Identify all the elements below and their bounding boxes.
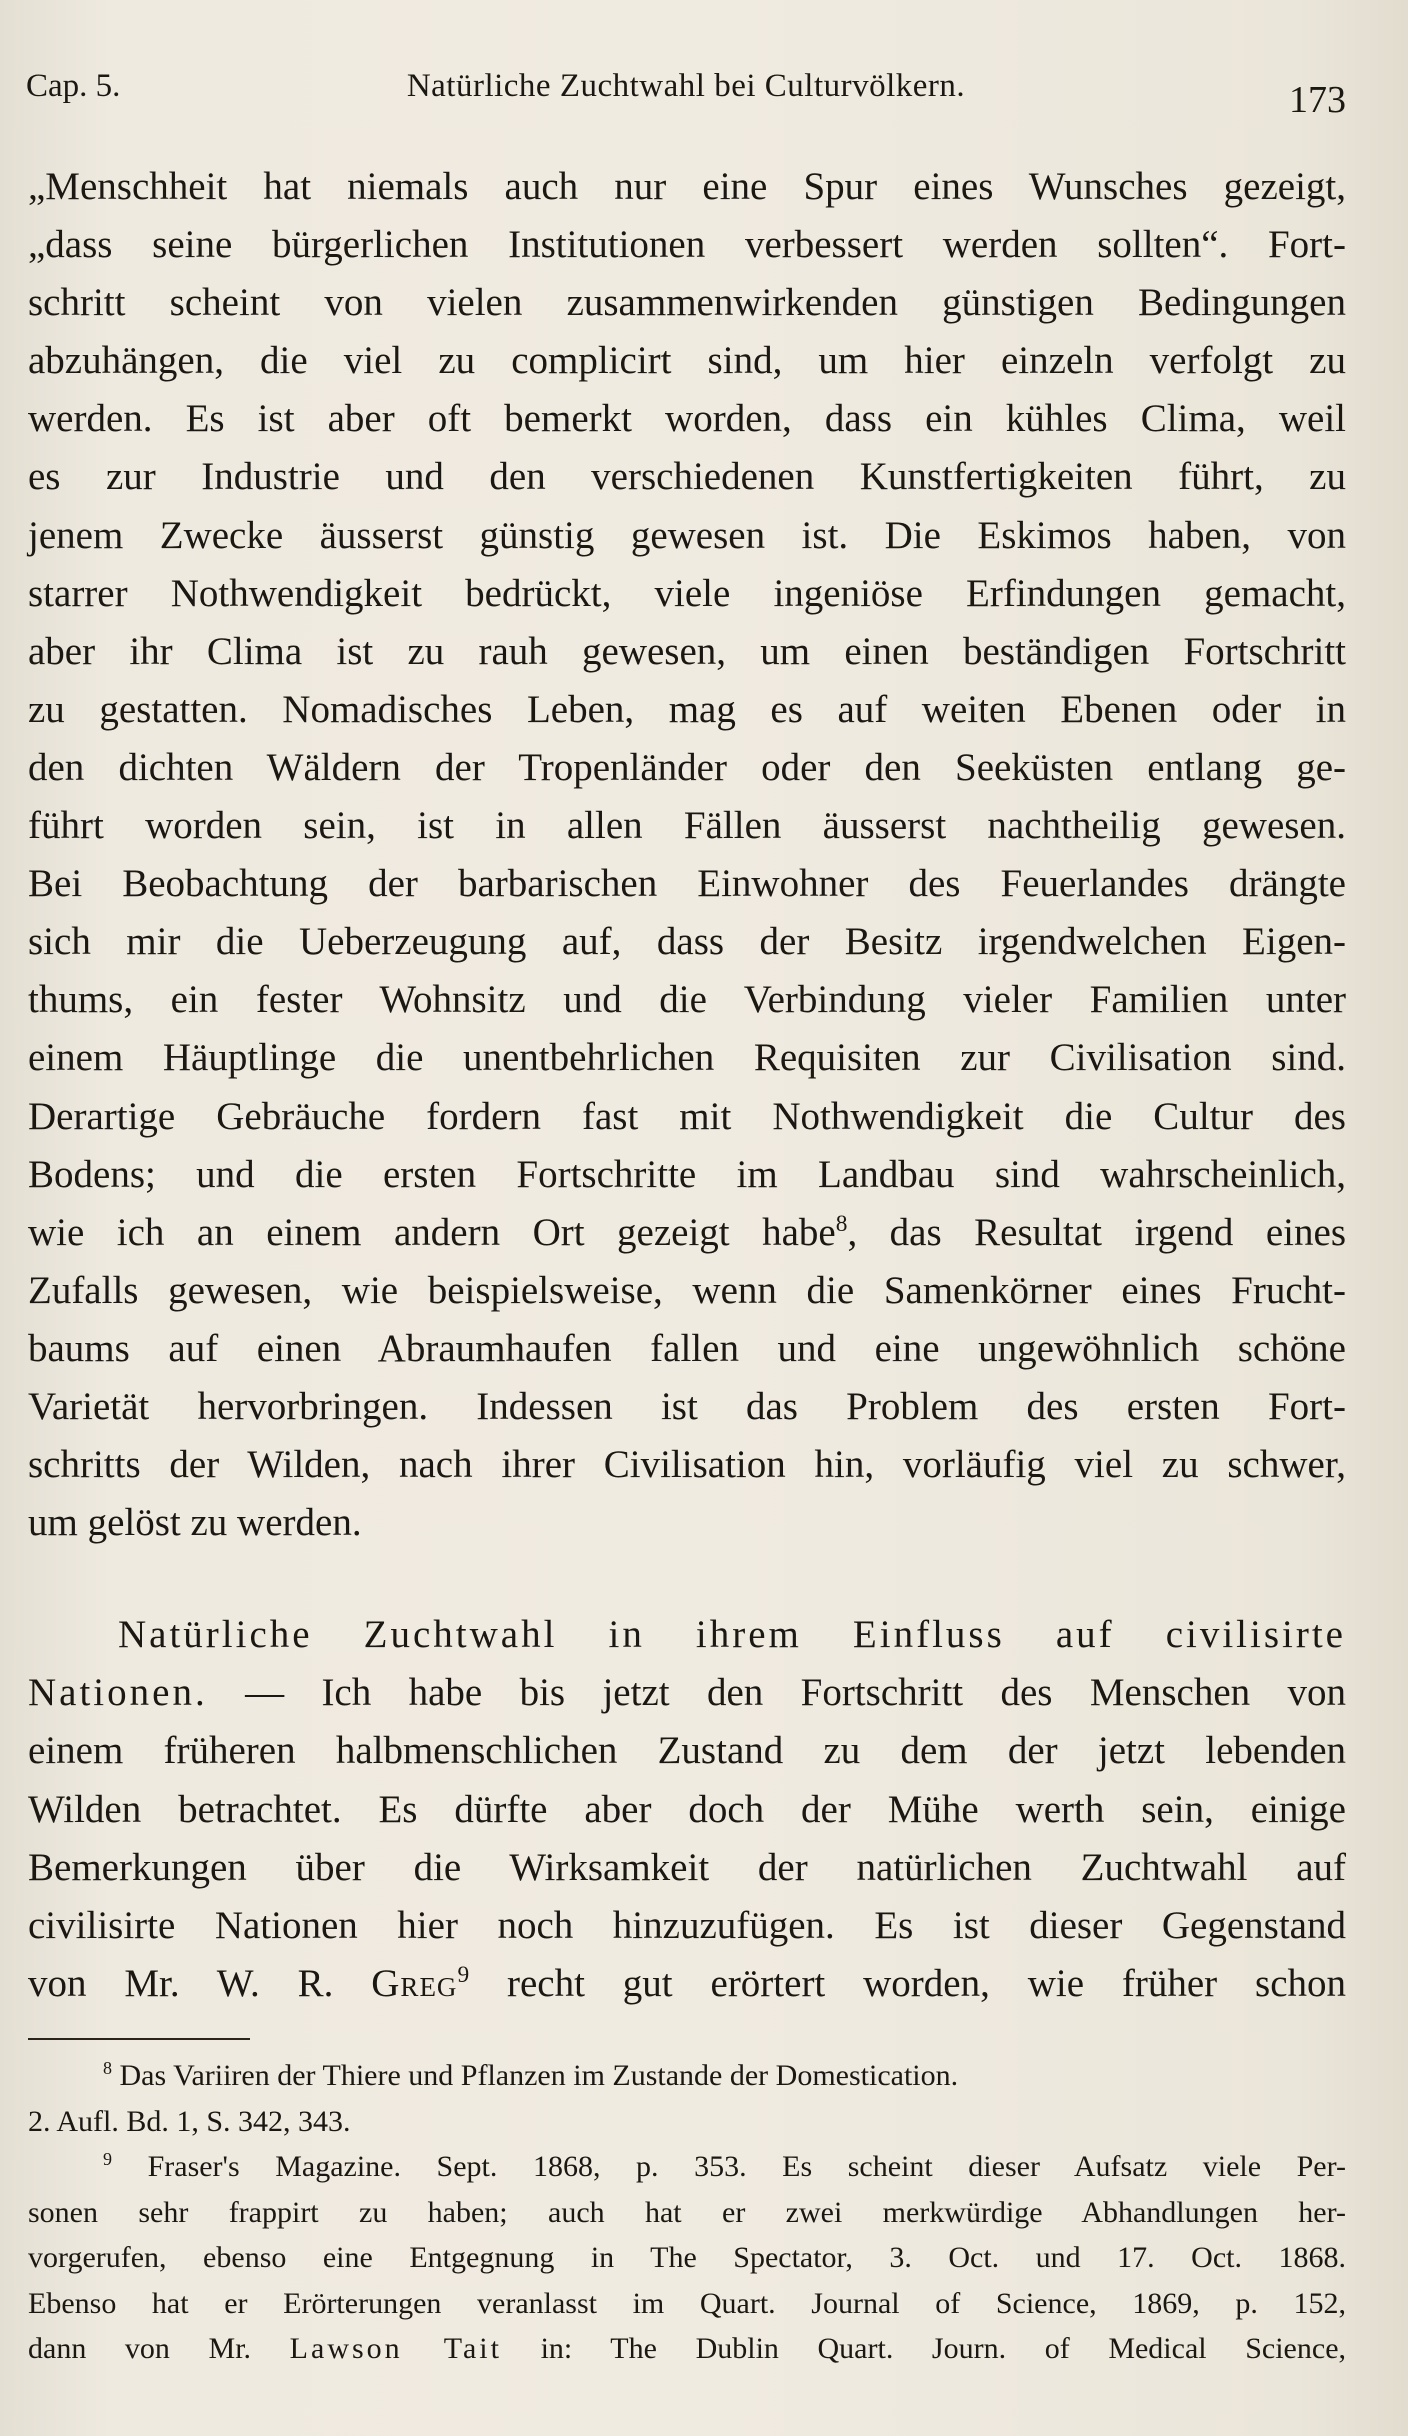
text-line-with-footnote-ref [28, 1955, 1346, 2013]
text-line: Bei Beobachtung der barbarischen Einwohner des Feuerlandes drängte [28, 862, 1346, 906]
paragraph-1 [28, 158, 1346, 1552]
footnote-line: 2. Aufl. Bd. 1, S. 342, 343. [28, 2104, 351, 2138]
footnote-mark: 9 [103, 2149, 112, 2170]
footnote-text: Das Variiren der Thiere und Pflanzen im Zustande der Domestication. [112, 2059, 959, 2092]
text-line: aber ihr Clima ist zu rauh gewesen, um einen beständigen Fortschritt [28, 629, 1346, 673]
section-heading-continued [28, 1664, 1346, 1722]
text-segment: von Mr. W. R. [28, 1961, 372, 2005]
text-line: Bemerkungen über die Wirksamkeit der natürlichen Zuchtwahl auf [28, 1845, 1346, 1889]
text-line: Bodens; und die ersten Fortschritte im Landbau sind wahrscheinlich, [28, 1152, 1346, 1196]
text-line: es zur Industrie und den verschiedenen Kunstfertigkeiten führt, zu [28, 455, 1346, 499]
footnote-line: vorgerufen, ebenso eine Entgegnung in The Spectator, 3. Oct. und 17. Oct. 1868. [28, 2241, 1346, 2274]
text-segment: — Ich habe bis jetzt den Fortschritt des Menschen von [207, 1671, 1346, 1715]
running-header [26, 68, 1346, 121]
page-number: 173 [1289, 79, 1346, 121]
text-line: „Menschheit hat niemals auch nur eine Spur eines Wunsches gezeigt, [28, 165, 1346, 208]
paragraph-gap [28, 1552, 1346, 1606]
main-text [28, 158, 1346, 2013]
text-line: thums, ein fester Wohnsitz und die Verbindung vieler Familien unter [28, 978, 1346, 1022]
text-line: Wilden betrachtet. Es dürfte aber doch der Mühe werth sein, einige [28, 1787, 1346, 1831]
footnote-divider [28, 2038, 250, 2040]
text-segment: dann von Mr. [28, 2332, 290, 2365]
running-title: Natürliche Zuchtwahl bei Culturvölkern. [406, 68, 966, 104]
text-line: Zufalls gewesen, wie beispielsweise, wenn die Samenkörner eines Frucht- [28, 1268, 1346, 1312]
text-segment: wie ich an einem andern Ort gezeigt habe [28, 1210, 836, 1254]
text-line: schritts der Wilden, nach ihrer Civilisation hin, vorläufig viel zu schwer, [28, 1443, 1346, 1487]
text-line: abzuhängen, die viel zu complicirt sind, um hier einzeln verfolgt zu [28, 339, 1346, 383]
footnote-9 [28, 2144, 1346, 2190]
footnote-line: sonen sehr frappirt zu haben; auch hat er zwei merkwürdige Abhandlungen her- [28, 2195, 1346, 2229]
footnote-line: Ebenso hat er Erörterungen veranlasst im Quart. Journal of Science, 1869, p. 152, [28, 2286, 1346, 2320]
text-line: zu gestatten. Nomadisches Leben, mag es auf weiten Ebenen oder in [28, 687, 1346, 731]
text-line: einem Häuptlinge die unentbehrlichen Requisiten zur Civilisation sind. [28, 1036, 1346, 1080]
author-name: Greg [371, 1961, 458, 2005]
text-line: sich mir die Ueberzeugung auf, dass der Besitz irgendwelchen Eigen- [28, 920, 1346, 964]
text-line: „dass seine bürgerlichen Institutionen verbessert werden sollten“. Fort- [28, 223, 1346, 267]
section-heading-end: Nationen. [28, 1671, 208, 1715]
text-line: einem früheren halbmenschlichen Zustand zu dem der jetzt lebenden [28, 1729, 1346, 1773]
text-line: starrer Nothwendigkeit bedrückt, viele ingeniöse Erfindungen gemacht, [28, 571, 1346, 615]
text-line: civilisirte Nationen hier noch hinzuzufügen. Es ist dieser Gegenstand [28, 1903, 1346, 1947]
footnote-ref-9[interactable]: 9 [457, 1961, 470, 1988]
footnote-8 [28, 2053, 1346, 2099]
section-heading: Natürliche Zuchtwahl in ihrem Einfluss auf civilisirte [118, 1613, 1346, 1657]
text-segment: , das Resultat irgend eines [847, 1210, 1346, 1254]
text-line: Varietät hervorbringen. Indessen ist das Problem des ersten Fort- [28, 1384, 1346, 1428]
text-line: den dichten Wäldern der Tropenländer oder den Seeküsten entlang ge- [28, 745, 1346, 789]
text-line: schritt scheint von vielen zusammenwirkenden günstigen Bedingungen [28, 281, 1346, 325]
text-line: baums auf einen Abraumhaufen fallen und eine ungewöhnlich schöne [28, 1326, 1346, 1370]
text-line: werden. Es ist aber oft bemerkt worden, dass ein kühles Clima, weil [28, 397, 1346, 441]
chapter-label: Cap. 5. [26, 68, 121, 104]
text-line: um gelöst zu werden. [28, 1501, 362, 1545]
footnote-mark: 8 [103, 2058, 112, 2079]
text-line: führt worden sein, ist in allen Fällen äusserst nachtheilig gewesen. [28, 804, 1346, 848]
author-name: Lawson Tait [289, 2332, 502, 2365]
text-line-with-footnote-ref [28, 1204, 1346, 1262]
text-line: jenem Zwecke äusserst günstig gewesen ist. Die Eskimos haben, von [28, 513, 1346, 557]
text-segment: recht gut erörtert worden, wie früher schon [469, 1961, 1346, 2005]
footnote-ref-8[interactable]: 8 [835, 1210, 848, 1237]
text-line: Derartige Gebräuche fordern fast mit Nothwendigkeit die Cultur des [28, 1094, 1346, 1138]
footnote-text: Fraser's Magazine. Sept. 1868, p. 353. Es scheint dieser Aufsatz viele Per- [112, 2150, 1346, 2183]
footnotes [28, 2053, 1346, 2372]
text-segment: in: The Dublin Quart. Journ. of Medical Science, [501, 2332, 1347, 2365]
section-paragraph [28, 1606, 1346, 2013]
footnote-line [28, 2326, 1346, 2372]
